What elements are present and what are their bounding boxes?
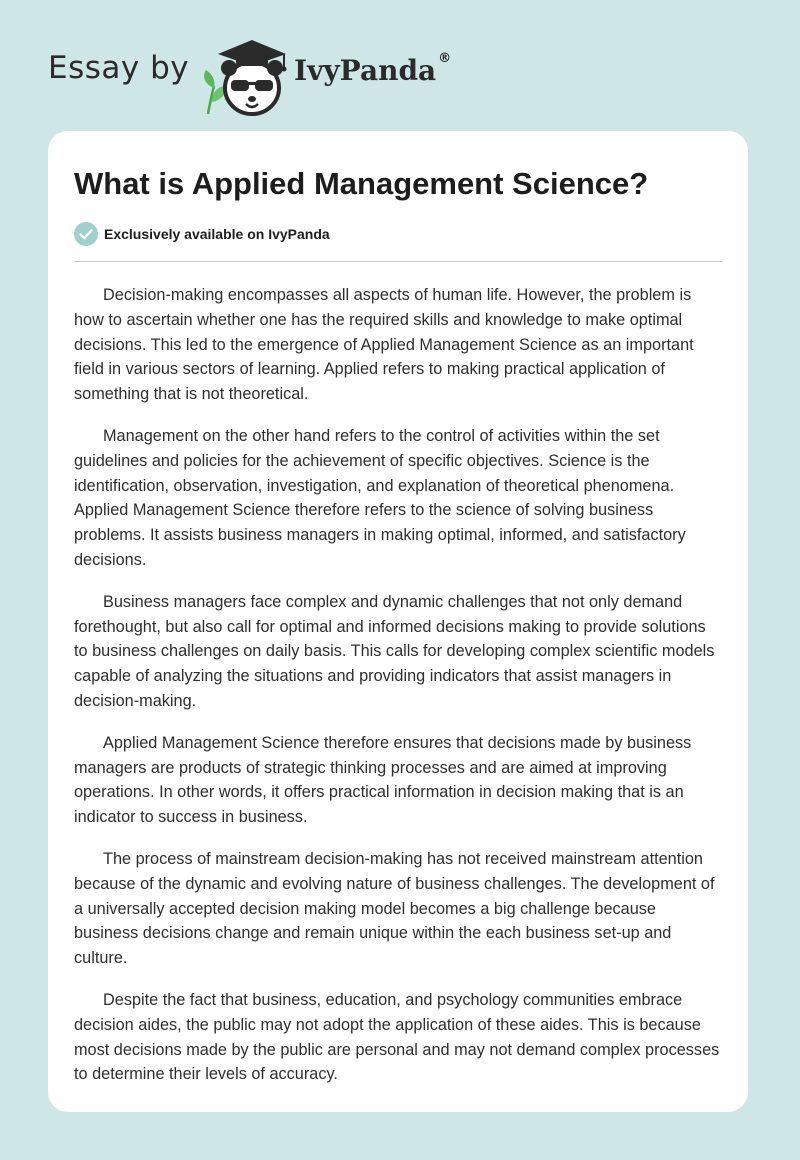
paragraph: The process of mainstream decision-making has not received mainstream attention because of the dynamic and evolving nature of business challenges. The development of a universally accepted decision making model becomes a big challenge because business decisions change and remain unique within the each business set-up and culture. bbox=[74, 849, 715, 968]
paragraph: Management on the other hand refers to the control of activities within the set guidelines and policies for the achievement of specific objectives. Science is the identification, observation, investigation, and explanation of theoretical phenomena. Applied Management Science therefore refers to the science of solving business problems. It assists business managers in making optimal, informed, and satisfactory decisions. bbox=[74, 426, 686, 569]
paragraph: Business managers face complex and dynamic challenges that not only demand forethought, but also call for optimal and informed decisions making to provide solutions to business challenges on daily basis. This calls for developing complex scientific models capable of analyzing the situations and providing indicators that assist managers in decision-making. bbox=[74, 592, 715, 710]
paragraph: Decision-making encompasses all aspects of human life. However, the problem is how to ascertain whether one has the required skills and knowledge to make optimal decisions. This led to the emergence of Applied Management Science as an important field in various sectors of learning. Applied refers to making practical application of something that is not theoretical. bbox=[74, 286, 694, 404]
check-circle-icon bbox=[74, 222, 98, 246]
panda-graduate-icon[interactable] bbox=[200, 36, 290, 120]
site-header bbox=[48, 28, 748, 118]
page-title: What is Applied Management Science? bbox=[74, 166, 649, 201]
essay-by-label: Essay by bbox=[48, 50, 190, 86]
brand-name[interactable]: IvyPanda ® bbox=[294, 50, 452, 87]
essay-card bbox=[48, 131, 748, 1112]
badge-label: Exclusively available on IvyPanda bbox=[104, 226, 330, 242]
essay-body bbox=[74, 283, 722, 1087]
registered-mark: ® bbox=[438, 50, 452, 66]
exclusive-badge bbox=[74, 221, 722, 247]
paragraph: Despite the fact that business, education, and psychology communities embrace decision aides, the public may not adopt the application of these aides. This is because most decisions made by the public are personal and may not demand complex processes to determine their levels of accuracy. bbox=[74, 990, 720, 1084]
divider bbox=[74, 261, 722, 262]
paragraph: Applied Management Science therefore ensures that decisions made by business managers are products of strategic thinking processes and are aimed at improving operations. In other words, it offers practical information in decision making that is an indicator to success in business. bbox=[74, 733, 692, 827]
